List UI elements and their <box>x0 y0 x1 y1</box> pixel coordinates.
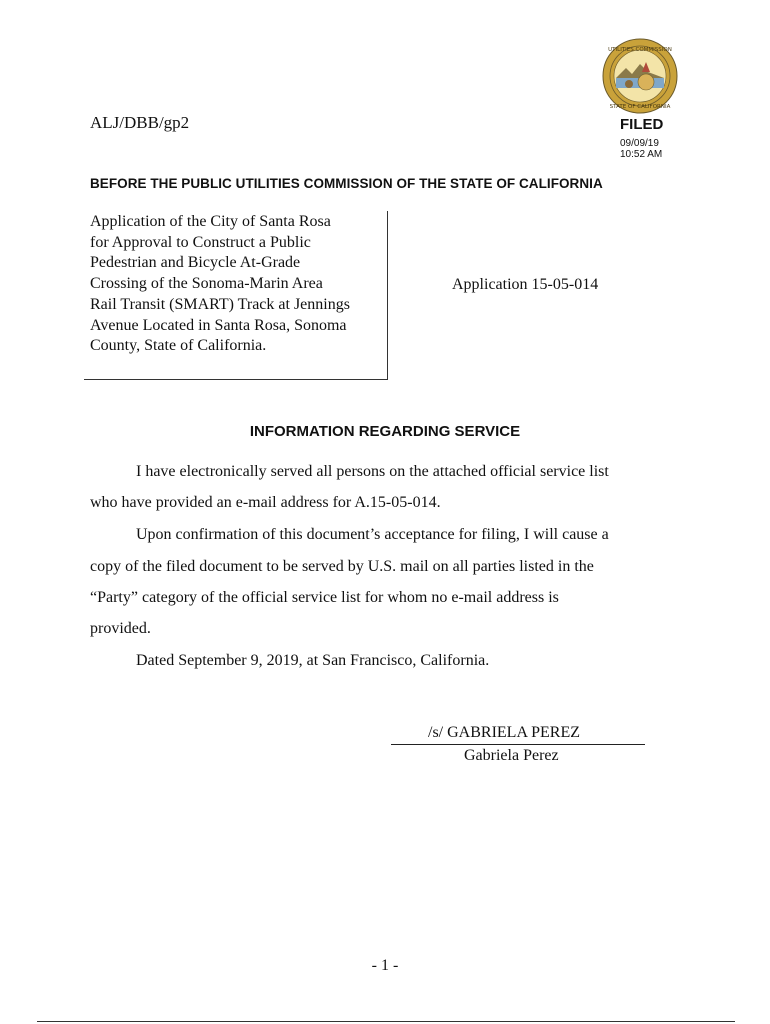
signer-printed-name: Gabriela Perez <box>464 747 559 764</box>
electronic-signature: /s/ GABRIELA PEREZ <box>428 724 581 741</box>
dated-line: Dated September 9, 2019, at San Francisco, California. <box>136 652 490 669</box>
caption-line: Rail Transit (SMART) Track at Jennings <box>90 295 350 313</box>
body-line: who have provided an e-mail address for A.15-05-014. <box>90 494 441 511</box>
caption-line: County, State of California. <box>90 337 267 355</box>
footer-rule <box>37 1021 735 1022</box>
svg-text:STATE OF CALIFORNIA: STATE OF CALIFORNIA <box>609 104 671 110</box>
commission-heading: BEFORE THE PUBLIC UTILITIES COMMISSION OF THE STATE OF CALIFORNIA <box>90 176 603 191</box>
body-line: copy of the filed document to be served by U.S. mail on all parties listed in the <box>90 558 594 575</box>
body-line: Upon confirmation of this document’s acceptance for filing, I will cause a <box>136 526 609 543</box>
cpuc-seal-icon <box>602 38 678 114</box>
caption-line: for Approval to Construct a Public <box>90 233 311 251</box>
filed-stamp-label: FILED <box>620 116 664 133</box>
page-number: - 1 - <box>371 957 399 974</box>
caption-line: Avenue Located in Santa Rosa, Sonoma <box>90 316 347 334</box>
caption-line: Pedestrian and Bicycle At-Grade <box>90 254 301 272</box>
body-line: I have electronically served all persons on the attached official service list <box>136 463 609 480</box>
svg-text:UTILITIES COMMISSION: UTILITIES COMMISSION <box>608 47 672 53</box>
body-line: provided. <box>90 620 151 637</box>
signature-rule <box>391 744 645 745</box>
document-reference-code: ALJ/DBB/gp2 <box>90 113 190 132</box>
caption-line: Application of the City of Santa Rosa <box>90 213 331 230</box>
caption-line: Crossing of the Sonoma-Marin Area <box>90 275 323 293</box>
section-title: INFORMATION REGARDING SERVICE <box>249 423 521 440</box>
filed-stamp-date: 09/09/19 <box>620 138 659 149</box>
filed-stamp-time: 10:52 AM <box>620 149 663 160</box>
body-line: “Party” category of the official service list for whom no e-mail address is <box>90 589 559 606</box>
case-caption <box>90 212 390 357</box>
application-number: Application 15-05-014 <box>452 276 599 293</box>
